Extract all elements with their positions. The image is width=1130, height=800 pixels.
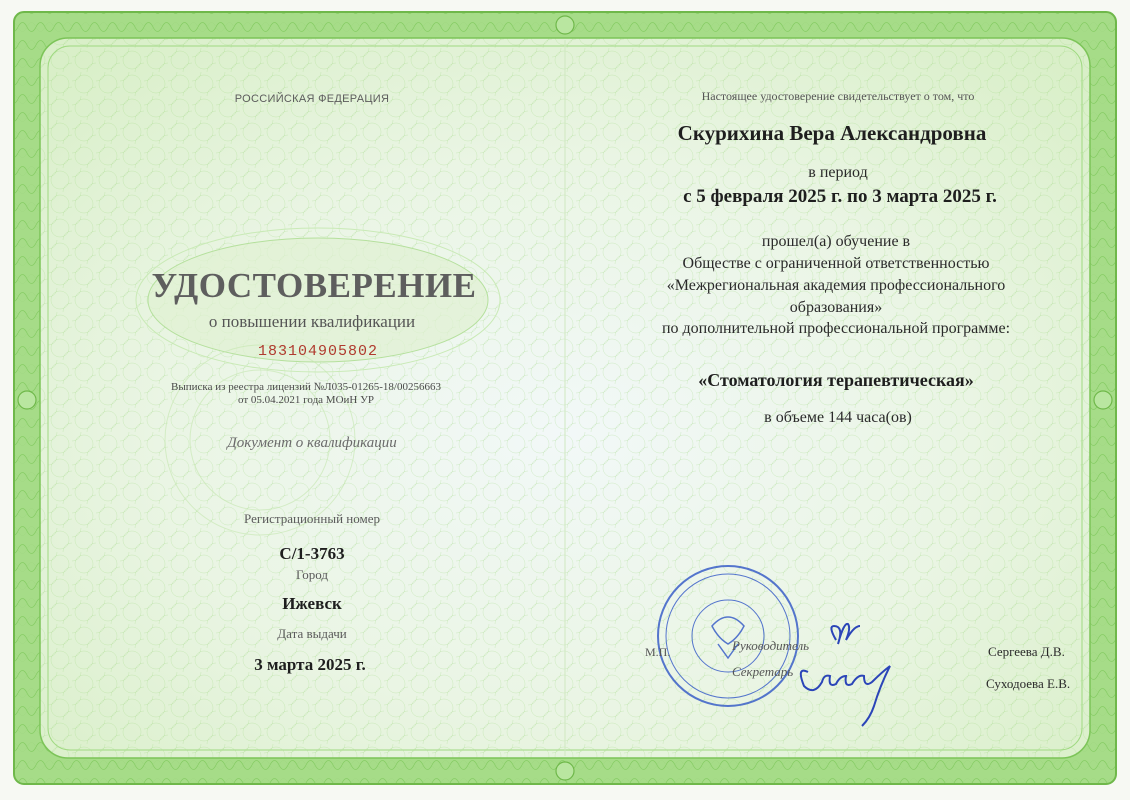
secretary-name: Суходоева Е.В. [986, 676, 1071, 691]
document-title: УДОСТОВЕРЕНИЕ [151, 266, 477, 305]
intro-text: Настоящее удостоверение свидетельствует о том, что [701, 89, 975, 103]
stamp-place-label: М.П. [645, 645, 671, 659]
program-volume: в объеме 144 часа(ов) [764, 409, 912, 426]
organization-line-3: образования» [789, 299, 883, 316]
city-value: Ижевск [282, 594, 342, 613]
serial-number: 183104905802 [257, 343, 379, 360]
secretary-label: Секретарь [732, 664, 794, 679]
program-intro: по дополнительной профессиональной программе: [661, 320, 1011, 337]
license-extract-line: Выписка из реестра лицензий №Л035-01265-18/00256663 [171, 381, 441, 393]
training-period: с 5 февраля 2025 г. по 3 марта 2025 г. [683, 186, 997, 207]
city-label: Город [295, 567, 329, 582]
head-name: Сергеева Д.В. [988, 644, 1065, 659]
period-label: в период [808, 164, 868, 181]
program-name: «Стоматология терапевтическая» [698, 370, 974, 390]
recipient-name: Скурихина Вера Александровна [677, 121, 987, 145]
issue-date-label: Дата выдачи [277, 626, 347, 641]
organization-line-2: «Межрегиональная академия профессионального [666, 277, 1006, 294]
organization-line-1: Обществе с ограниченной ответственностью [682, 255, 990, 272]
license-date-line: от 05.04.2021 года МОиН УР [237, 394, 375, 406]
issue-date: 3 марта 2025 г. [254, 655, 366, 674]
document-subtitle: о повышении квалификации [208, 312, 416, 331]
document-type: Документ о квалификации [227, 435, 397, 451]
trained-line: прошел(а) обучение в [761, 233, 911, 250]
registration-number: С/1-3763 [279, 544, 345, 563]
country-heading: РОССИЙСКАЯ ФЕДЕРАЦИЯ [234, 93, 390, 105]
head-label: Руководитель [732, 638, 810, 653]
registration-number-label: Регистрационный номер [244, 511, 380, 526]
